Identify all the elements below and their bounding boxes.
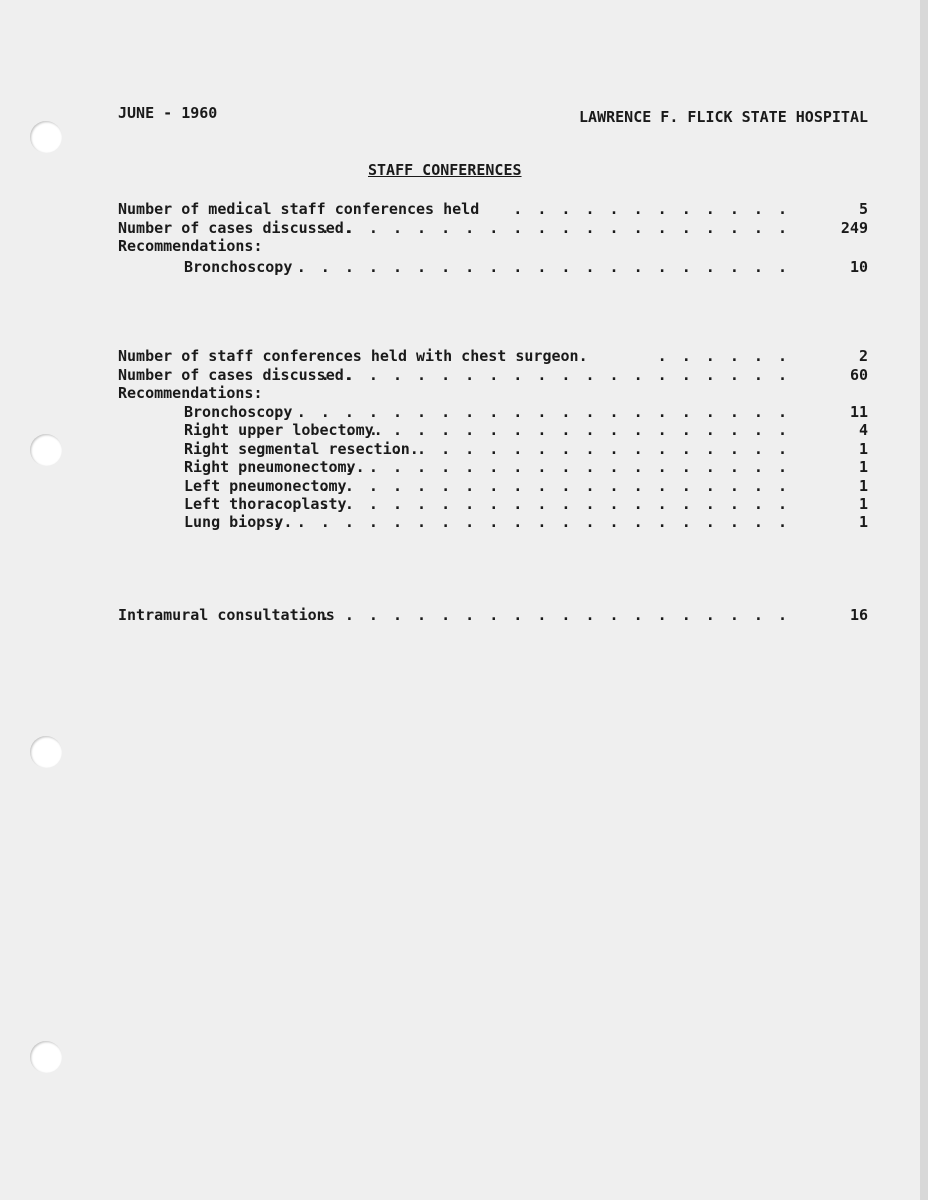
list-item	[118, 421, 870, 439]
list-item	[118, 366, 870, 384]
list-item	[118, 237, 870, 255]
report-date: JUNE - 1960	[118, 104, 218, 122]
list-item	[118, 219, 870, 237]
page-edge	[920, 0, 928, 1200]
item-label: Left thoracoplasty	[184, 495, 347, 513]
item-value: 1	[858, 477, 868, 495]
list-item	[118, 200, 870, 218]
page-title: STAFF CONFERENCES	[368, 161, 522, 179]
punch-hole	[30, 1041, 62, 1073]
dot-leader: . . . . . . . . . . . . . . . . . . .	[344, 421, 790, 439]
punch-hole	[30, 121, 62, 153]
list-item	[118, 458, 870, 476]
item-label: Lung biopsy.	[184, 513, 293, 531]
item-label: Right upper lobectomy.	[184, 421, 383, 439]
list-item	[118, 384, 870, 402]
item-label: Bronchoscopy	[184, 258, 293, 276]
item-label: Right segmental resection.	[184, 440, 419, 458]
item-value: 1	[858, 495, 868, 513]
list-item	[118, 403, 870, 421]
institution-name: LAWRENCE F. FLICK STATE HOSPITAL	[579, 108, 868, 126]
item-label: Number of medical staff conferences held	[118, 200, 480, 218]
dot-leader: . . . . . . . . . . . . . . . . . . .	[344, 458, 790, 476]
list-item	[118, 258, 870, 276]
dot-leader: . . . . . . . . . . . . . . . . . . . .	[320, 606, 790, 624]
item-value: 16	[849, 606, 868, 624]
item-value: 249	[840, 219, 868, 237]
dot-leader: . . . . . . . . . . . . . . . . . . . . . .	[272, 403, 790, 421]
item-value: 1	[858, 513, 868, 531]
list-item	[118, 477, 870, 495]
list-item	[118, 440, 870, 458]
dot-leader: . . . . . . . . . . . .	[513, 200, 790, 218]
dot-leader: . . . . . . . . . . . . . . . . . . . . . .	[272, 513, 790, 531]
item-label: Left pneumonectomy	[184, 477, 347, 495]
item-value: 4	[858, 421, 868, 439]
item-label: Right pneumonectomy.	[184, 458, 365, 476]
item-value: 60	[849, 366, 868, 384]
item-label: Recommendations:	[118, 237, 263, 255]
item-label: Recommendations:	[118, 384, 263, 402]
item-value: 5	[858, 200, 868, 218]
item-value: 2	[858, 347, 868, 365]
item-value: 1	[858, 458, 868, 476]
item-label: Number of cases discussed.	[118, 366, 353, 384]
list-item	[118, 495, 870, 513]
item-value: 1	[858, 440, 868, 458]
item-value: 11	[849, 403, 868, 421]
dot-leader: . . . . . . . . . . . . . . . . . . . .	[320, 219, 790, 237]
list-item	[118, 513, 870, 531]
item-value: 10	[849, 258, 868, 276]
dot-leader: . . . . . . . . . . . . . . . . . . . .	[320, 477, 790, 495]
list-item	[118, 606, 870, 624]
list-item	[118, 347, 870, 365]
dot-leader: . . . . . . . . . . . . . . . . .	[392, 440, 790, 458]
punch-hole	[30, 736, 62, 768]
item-label: Bronchoscopy	[184, 403, 293, 421]
dot-leader: . . . . . .	[657, 347, 790, 365]
item-label: Intramural consultations	[118, 606, 335, 624]
item-label: Number of staff conferences held with chest surgeon.	[118, 347, 588, 365]
dot-leader: . . . . . . . . . . . . . . . . . . . . . .	[272, 258, 790, 276]
item-label: Number of cases discussed.	[118, 219, 353, 237]
punch-hole	[30, 434, 62, 466]
dot-leader: . . . . . . . . . . . . . . . . . . . .	[320, 366, 790, 384]
dot-leader: . . . . . . . . . . . . . . . . . . . .	[320, 495, 790, 513]
